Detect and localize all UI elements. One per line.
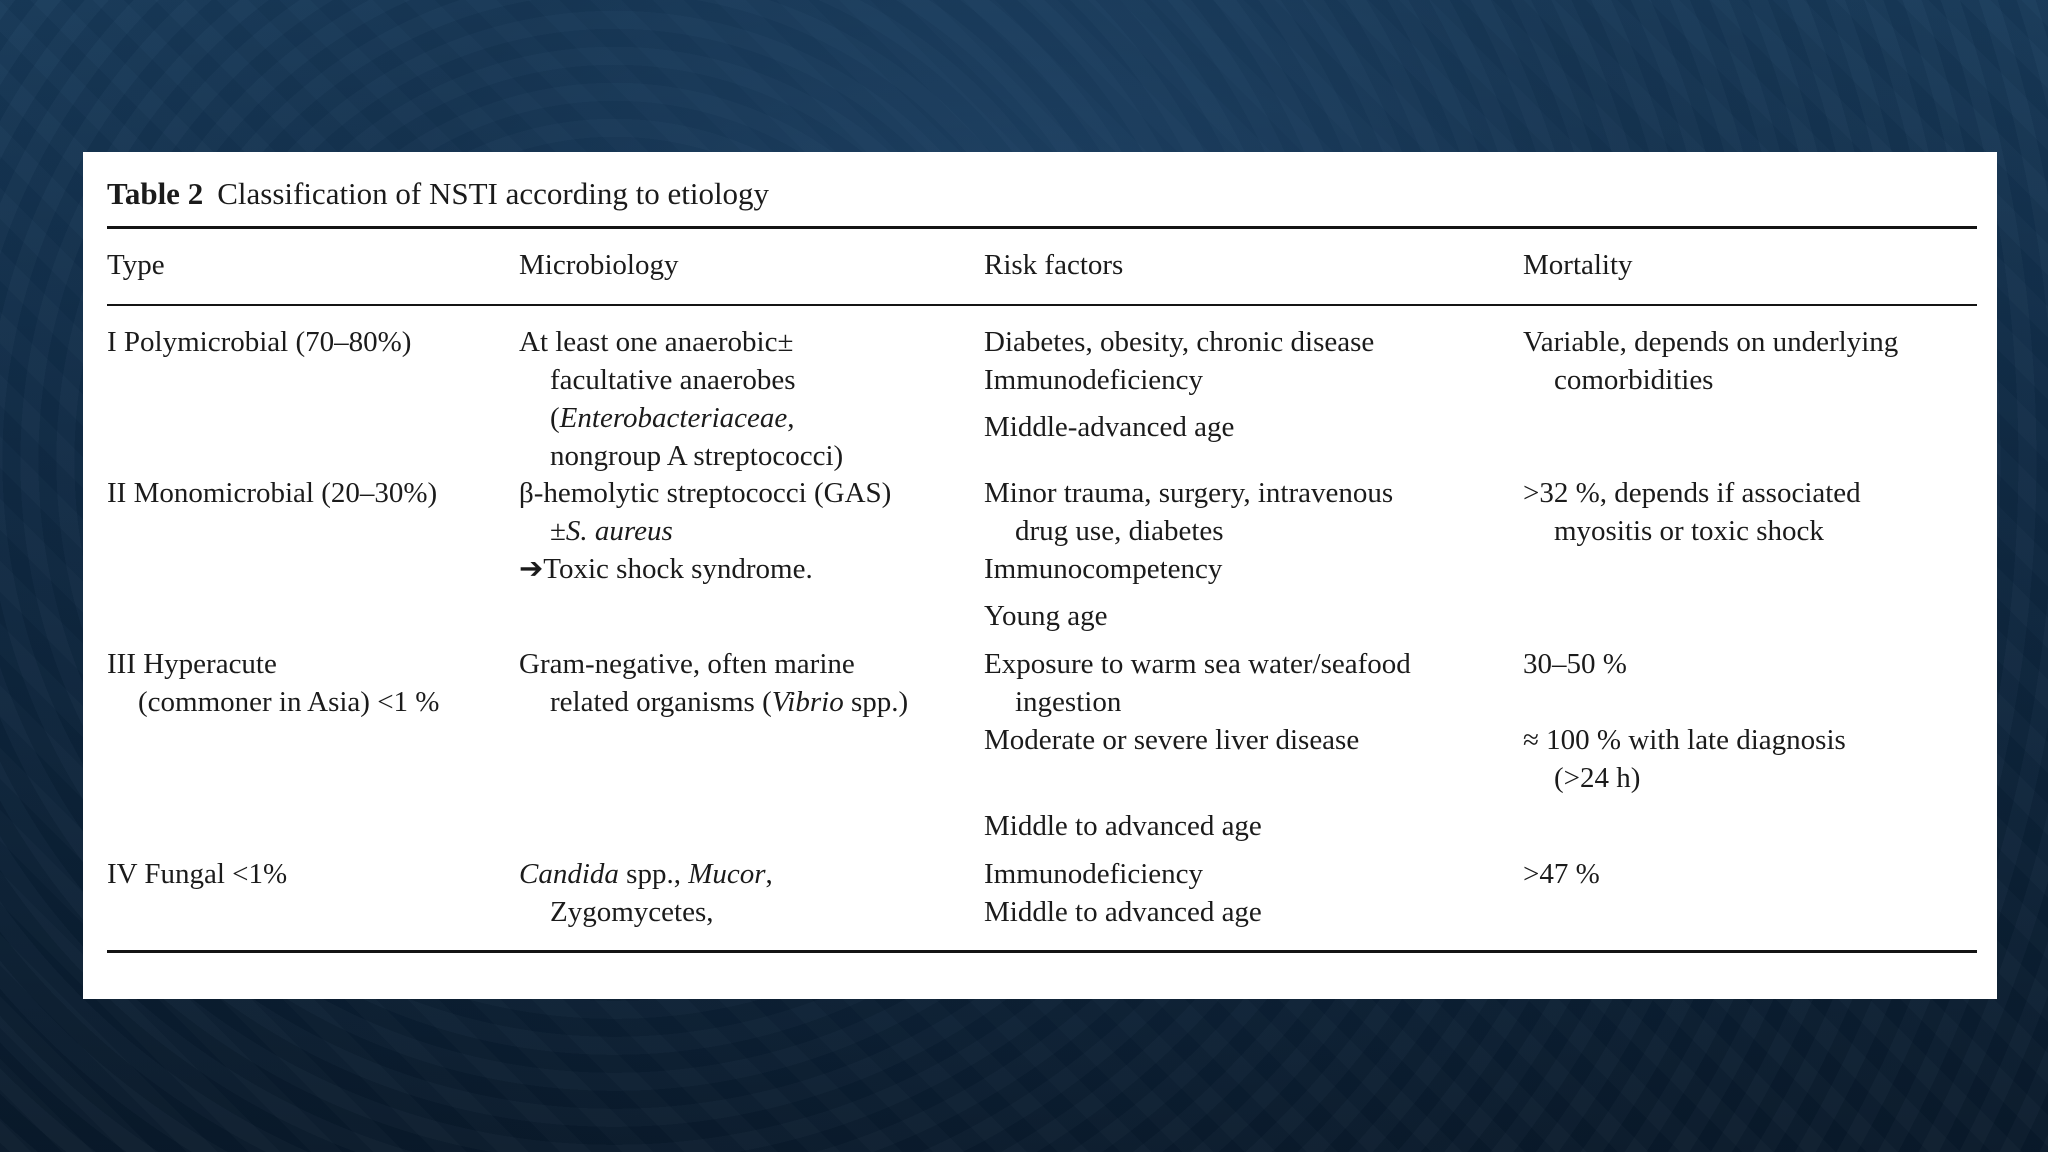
row-1-type: I Polymicrobial (70–80%) [107,326,412,358]
row-4-microbiology [519,855,773,931]
top-rule [107,226,1977,229]
row-3-micro-line: Gram-negative, often marine [519,648,855,680]
header-mortality: Mortality [1523,249,1633,281]
row-4-risk-1: Immunodeficiency [984,858,1204,890]
comma-text: , [787,402,795,434]
row-1-risk-3: Middle-advanced age [984,411,1235,443]
row-3-type [107,645,439,721]
row-4-micro-line: Zygomycetes, [550,896,714,928]
row-1-risk-1: Diabetes, obesity, chronic disease [984,326,1375,358]
row-4-type: IV Fungal <1% [107,858,288,890]
table-label: Table 2 [107,176,204,211]
header-type: Type [107,249,165,281]
plusminus-text: ± [550,515,566,547]
row-3-mort-line: (>24 h) [1554,762,1641,794]
table-panel [83,152,1997,999]
row-1-micro-line: At least one anaerobic± [519,326,794,358]
row-4-micro-line [519,855,773,893]
micro-text: spp., [618,858,689,890]
row-3-type-line: (commoner in Asia) <1 % [138,686,440,718]
row-1-micro-line: nongroup A streptococci) [550,440,844,472]
italic-organism: Enterobacteriaceae [559,402,788,434]
row-2-type: II Monomicrobial (20–30%) [107,477,438,509]
row-2-mortality [1523,474,1861,550]
row-2-micro-line: ➔Toxic shock syndrome. [519,553,813,585]
header-rule [107,304,1977,306]
row-2-risk-3: Young age [984,600,1108,632]
table-caption [107,176,769,212]
row-1-mort-line: Variable, depends on underlying [1523,326,1899,358]
row-1-microbiology [519,323,843,475]
table-title: Classification of NSTI according to etiology [217,176,770,211]
row-3-risk-2: Moderate or severe liver disease [984,724,1360,756]
italic-organism: Candida [519,858,619,890]
row-3-microbiology [519,645,908,721]
row-2-mort-line: myositis or toxic shock [1554,515,1824,547]
row-3-mort-line: ≈ 100 % with late diagnosis [1523,724,1846,756]
italic-organism: Mucor [688,858,766,890]
row-3-risk-1 [984,645,1411,721]
row-2-risk-line: drug use, diabetes [1015,515,1224,547]
row-3-type-line: III Hyperacute [107,648,277,680]
row-2-micro-line [519,512,891,550]
comma-text: , [765,858,773,890]
row-3-micro-line [519,683,908,721]
row-2-micro-line: β-hemolytic streptococci (GAS) [519,477,892,509]
row-3-risk-line: ingestion [1015,686,1122,718]
bottom-rule [107,950,1977,953]
micro-text: related organisms ( [550,686,772,718]
row-3-risk-3: Middle to advanced age [984,810,1262,842]
micro-text: spp.) [843,686,909,718]
row-1-micro-line: facultative anaerobes [550,364,796,396]
header-microbiology: Microbiology [519,249,679,281]
italic-organism: S. aureus [565,515,673,547]
row-3-mortality-1: 30–50 % [1523,648,1627,680]
row-1-micro-line [519,399,843,437]
row-4-risk-2: Middle to advanced age [984,896,1262,928]
row-1-risk-2: Immunodeficiency [984,364,1204,396]
row-1-mort-line: comorbidities [1554,364,1714,396]
row-2-microbiology [519,474,891,588]
header-risk-factors: Risk factors [984,249,1124,281]
row-3-risk-line: Exposure to warm sea water/seafood [984,648,1411,680]
row-2-risk-1 [984,474,1393,550]
paren-text: ( [550,402,560,434]
italic-organism: Vibrio [771,686,844,718]
row-2-risk-line: Minor trauma, surgery, intravenous [984,477,1394,509]
row-3-mortality-2 [1523,721,1846,797]
row-2-risk-2: Immunocompetency [984,553,1223,585]
row-4-mortality: >47 % [1523,858,1600,890]
row-1-mortality [1523,323,1898,399]
row-2-mort-line: >32 %, depends if associated [1523,477,1861,509]
